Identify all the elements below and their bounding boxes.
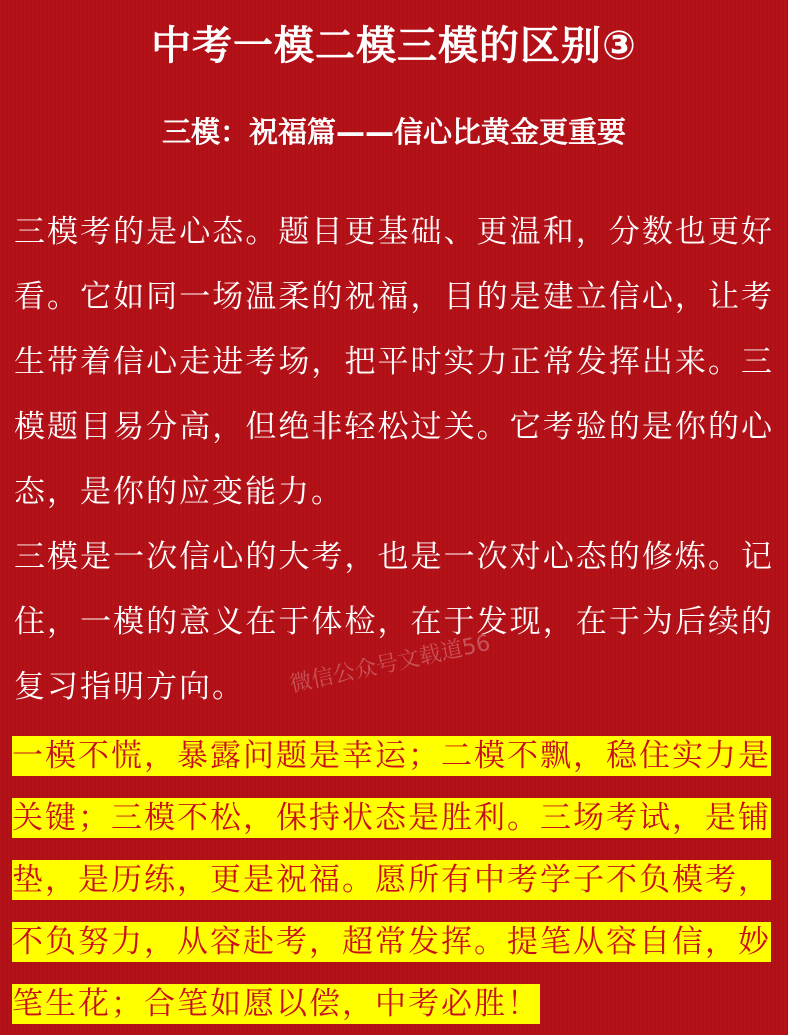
page-subtitle: 三模：祝福篇——信心比黄金更重要 — [161, 115, 626, 149]
paragraph-2: 三模是一次信心的大考，也是一次对心态的修炼。记住，一模的意义在于体检，在于发现，在于为后续的复习指明方向。 — [14, 539, 774, 705]
page-title: 中考一模二模三模的区别③ — [151, 23, 637, 69]
watermark-text: 微信公众号文载道56 — [287, 630, 493, 698]
paragraph-1: 三模考的是心态。题目更基础、更温和，分数也更好看。它如同一场温柔的祝福，目的是建立信心，让考生带着信心走进考场，把平时实力正常发挥出来。三模题目易分高，但绝非轻松过关。它考验的是你的心态，是你的应变能力。 — [14, 214, 774, 510]
body-text — [14, 200, 774, 720]
highlight-text: 一模不慌，暴露问题是幸运；二模不飘，稳住实力是关键；三模不松，保持状态是胜利。三场考试，是铺垫，是历练，更是祝福。愿所有中考学子不负模考，不负努力，从容赴考，超常发挥。提笔从容自信，妙笔生花；合笔如愿以偿，中考必胜！ — [12, 738, 771, 1022]
highlight-block — [12, 725, 776, 1035]
